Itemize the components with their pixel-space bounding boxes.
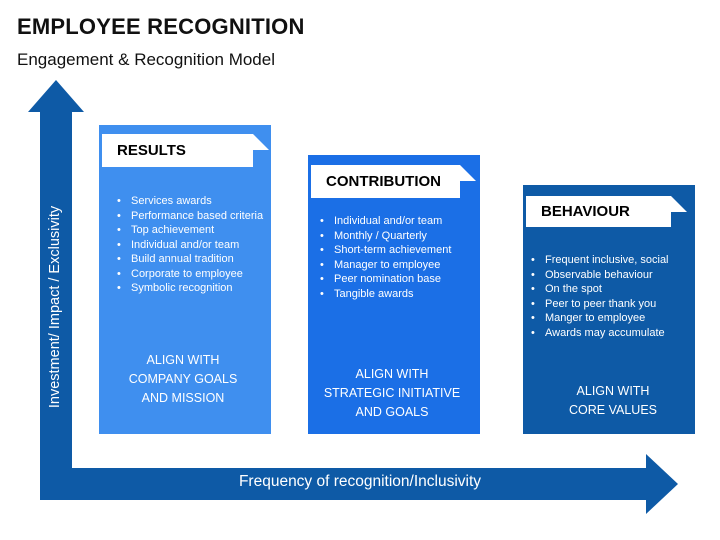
alignment-line: ALIGN WITH: [576, 384, 650, 398]
results-alignment: [99, 351, 267, 408]
contribution-list: [320, 214, 476, 301]
contribution-alignment: [308, 365, 476, 422]
alignment-line: STRATEGIC INITIATIVE: [323, 386, 461, 400]
list-item: • Individual and/or team: [320, 214, 476, 229]
behaviour-card: [523, 185, 695, 434]
list-item: • Performance based criteria: [117, 209, 267, 224]
behaviour-heading: BEHAVIOUR: [526, 196, 671, 227]
list-item: • Manger to employee: [531, 311, 695, 326]
alignment-line: AND MISSION: [141, 391, 225, 405]
list-item: • Observable behaviour: [531, 268, 695, 283]
page-subtitle: Engagement & Recognition Model: [17, 50, 275, 69]
x-axis-label: Frequency of recognition/Inclusivity: [238, 473, 482, 490]
behaviour-alignment: [535, 382, 691, 420]
list-item: • Manager to employee: [320, 258, 476, 273]
list-item: • Monthly / Quarterly: [320, 229, 476, 244]
list-item: • Tangible awards: [320, 287, 476, 302]
list-item: • Top achievement: [117, 223, 267, 238]
list-item: • Frequent inclusive, social: [531, 253, 695, 268]
alignment-line: ALIGN WITH: [355, 367, 429, 381]
alignment-line: ALIGN WITH: [146, 353, 220, 367]
list-item: • Symbolic recognition: [117, 281, 267, 296]
list-item: • Corporate to employee: [117, 267, 267, 282]
contribution-card: [308, 155, 480, 434]
list-item: • Peer to peer thank you: [531, 297, 695, 312]
y-axis-label: Investment/ Impact / Exclusivity: [47, 205, 63, 409]
list-item: • Individual and/or team: [117, 238, 267, 253]
results-heading: RESULTS: [102, 134, 253, 167]
alignment-line: COMPANY GOALS: [128, 372, 238, 386]
results-list: [117, 194, 267, 296]
list-item: • Short-term achievement: [320, 243, 476, 258]
alignment-line: AND GOALS: [355, 405, 429, 419]
page-title: EMPLOYEE RECOGNITION: [17, 14, 305, 39]
list-item: • Awards may accumulate: [531, 326, 695, 341]
list-item: • Peer nomination base: [320, 272, 476, 287]
list-item: • Services awards: [117, 194, 267, 209]
alignment-line: CORE VALUES: [569, 403, 657, 417]
results-card: [99, 125, 271, 434]
list-item: • On the spot: [531, 282, 695, 297]
behaviour-list: [531, 253, 695, 340]
contribution-heading: CONTRIBUTION: [311, 165, 460, 198]
list-item: • Build annual tradition: [117, 252, 267, 267]
